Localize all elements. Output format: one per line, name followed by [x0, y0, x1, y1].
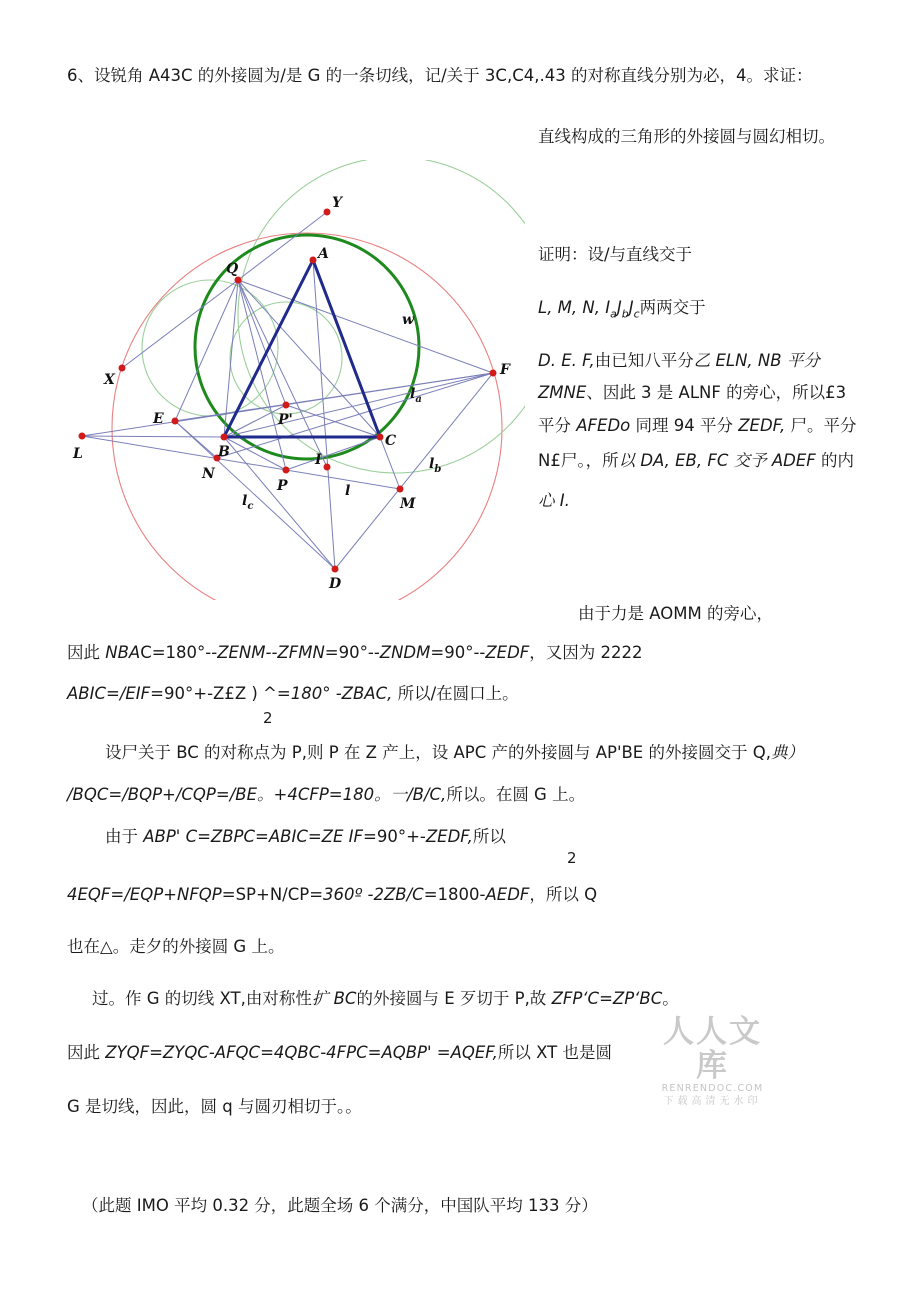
fraction-denominator-2: 2 — [567, 849, 577, 867]
watermark-title: 人人文库 — [663, 1014, 762, 1084]
proof-line-1: 证明：设/与直线交于 — [538, 245, 693, 264]
proof-line-2: L, M, N, $I_aJ_bJ_c$两两交于 — [538, 298, 706, 321]
proof-line-6: N£尸。，所以 DA, EB, FC 交予 ADEF 的内 — [538, 451, 855, 470]
label-lc: $l_c$ — [242, 493, 254, 512]
construction-lines — [82, 212, 493, 569]
body-line-4: 设尸关于 BC 的对称点为 P,则 P 在 Z 产上，设 APC 产的外接圆与 AP'BE 的外接圆交于 Q,典） — [105, 743, 804, 762]
body-line-6: 由于 ABP' C=ZBPC=ABIC=ZE IF=90°+-ZEDF,所以 — [105, 827, 506, 846]
label-l: l — [345, 483, 351, 499]
body-line-9: 过。作 G 的切线 XT,由对称性扩 BC的外接圆与 E 歹切于 P,故 ZFPʻC=ZPʻBC。 — [92, 989, 679, 1008]
label-Q: Q — [226, 261, 239, 277]
footnote: （此题 IMO 平均 0.32 分，此题全场 6 个满分，中国队平均 133 分） — [82, 1196, 598, 1215]
watermark-slogan: 下载高清无水印 — [663, 1096, 762, 1107]
body-line-8: 也在△。走夕的外接圆 G 上。 — [67, 937, 285, 956]
label-E: E — [153, 411, 164, 427]
proof-line-4: ZMNE、因此 3 是 ALNF 的旁心，所以£3 — [538, 383, 847, 402]
label-A: A — [318, 246, 329, 262]
label-I: I — [315, 452, 322, 468]
label-lb: $l_b$ — [429, 456, 442, 475]
label-X: X — [104, 372, 115, 388]
geometry-figure — [70, 160, 525, 600]
label-w: w — [402, 312, 415, 328]
body-line-11: G 是切线，因此，圆 q 与圆刃相切于。。 — [67, 1097, 362, 1116]
label-Y: Y — [332, 195, 342, 211]
proof-line-3: D. E. F,由已知八平分乙 ELN, NB 平分 — [538, 351, 820, 370]
problem-line-2: 直线构成的三角形的外接圆与圆幻相切。 — [538, 127, 835, 146]
body-line-10: 因此 ZYQF=ZYQC-AFQC=4QBC-4FPC=AQBP' =AQEF,所以 XT 也是圆 — [67, 1043, 613, 1062]
body-line-2: 因此 NBAC=180°--ZENM--ZFMN=90°--ZNDM=90°--ZEDF，又因为 2222 — [67, 643, 643, 662]
points — [79, 209, 497, 573]
label-la: $l_a$ — [410, 386, 422, 405]
label-L: L — [73, 446, 83, 462]
label-F: F — [500, 362, 510, 378]
green-circle-mid — [230, 302, 342, 414]
body-line-3: ABIC=/EIF=90°+-Z£Z ) ^=180° -ZBAC, 所以/在圆口上。 — [67, 684, 519, 703]
body-line-7: 4EQF=/EQP+NFQP=SP+N/CP=360º -2ZB/C=1800-AEDF，所以 Q — [67, 885, 598, 904]
label-B: B — [218, 444, 230, 460]
watermark-domain: RENRENDOC.COM — [661, 1083, 764, 1094]
red-circle — [112, 233, 502, 600]
body-line-5: /BQC=/BQP+/CQP=/BE。+4CFP=180。一/B/C,所以。在圆 G 上。 — [67, 785, 586, 804]
label-M: M — [400, 496, 416, 512]
label-Pp: P' — [278, 412, 293, 428]
proof-line-7: 心 I. — [538, 491, 570, 510]
label-N: N — [202, 466, 215, 482]
fraction-denominator-1: 2 — [263, 709, 273, 727]
green-circle-small — [142, 280, 278, 416]
problem-line-1: 6、设锐角 A43C 的外接圆为/是 G 的一条切线，记/关于 3C,C4,.43 的对称直线分别为必，4。求证： — [67, 66, 813, 85]
label-P: P — [277, 478, 288, 494]
proof-line-5: 平分 AFEDo 同理 94 平分 ZEDF, 尸。平分 — [538, 416, 857, 435]
watermark — [650, 1015, 775, 1109]
label-C: C — [385, 433, 397, 449]
label-D: D — [329, 576, 342, 592]
body-line-1: 由于力是 AOMM 的旁心， — [578, 604, 773, 623]
